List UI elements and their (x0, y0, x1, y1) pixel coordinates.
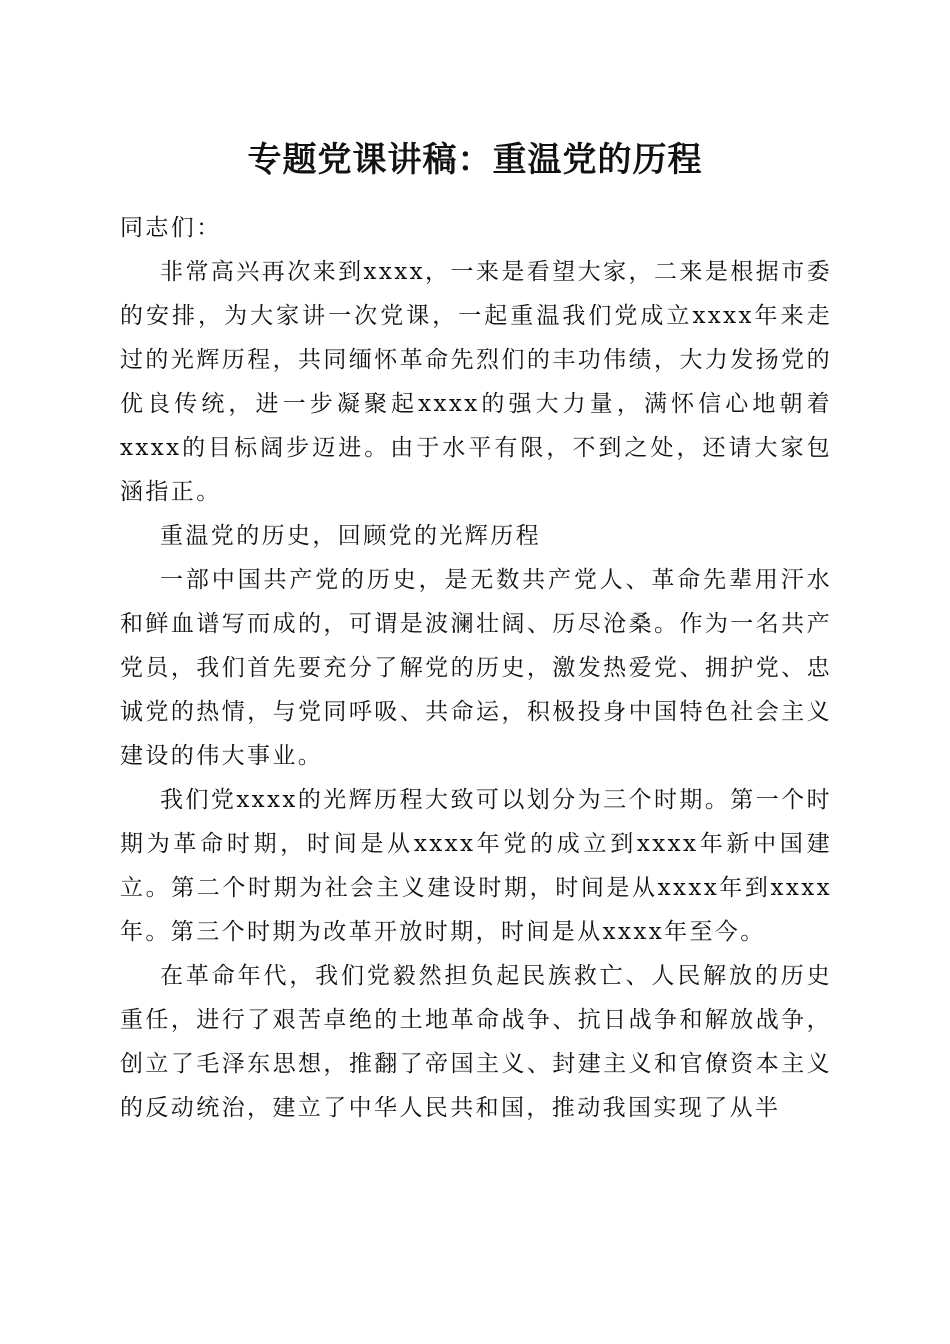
paragraph-revolution-era: 在革命年代，我们党毅然担负起民族救亡、人民解放的历史重任，进行了艰苦卓绝的土地革命战争、抗日战争和解放战争，创立了毛泽东思想，推翻了帝国主义、封建主义和官僚资本主义的反动统治，建立了中华人民共和国，推动我国实现了从半 (120, 963, 832, 1121)
document-title: 专题党课讲稿：重温党的历程 (247, 140, 703, 180)
section-heading: 重温党的历史，回顾党的光辉历程 (160, 523, 541, 549)
document-body (120, 206, 832, 1130)
paragraph-intro: 非常高兴再次来到xxxx，一来是看望大家，二来是根据市委的安排，为大家讲一次党课，一起重温我们党成立xxxx年来走过的光辉历程，共同缅怀革命先烈们的丰功伟绩，大力发扬党的优良传统，进一步凝聚起xxxx的强大力量，满怀信心地朝着xxxx的目标阔步迈进。由于水平有限，不到之处，还请大家包涵指正。 (120, 259, 832, 505)
paragraph-three-periods: 我们党xxxx的光辉历程大致可以划分为三个时期。第一个时期为革命时期，时间是从xxxx年党的成立到xxxx年新中国建立。第二个时期为社会主义建设时期，时间是从xxxx年到xxxx年。第三个时期为改革开放时期，时间是从xxxx年至今。 (120, 787, 832, 945)
paragraph-party-history: 一部中国共产党的历史，是无数共产党人、革命先辈用汗水和鲜血谱写而成的，可谓是波澜壮阔、历尽沧桑。作为一名共产党员，我们首先要充分了解党的历史，激发热爱党、拥护党、忠诚党的热情，与党同呼吸、共命运，积极投身中国特色社会主义建设的伟大事业。 (120, 567, 832, 769)
salutation: 同志们： (120, 215, 222, 241)
